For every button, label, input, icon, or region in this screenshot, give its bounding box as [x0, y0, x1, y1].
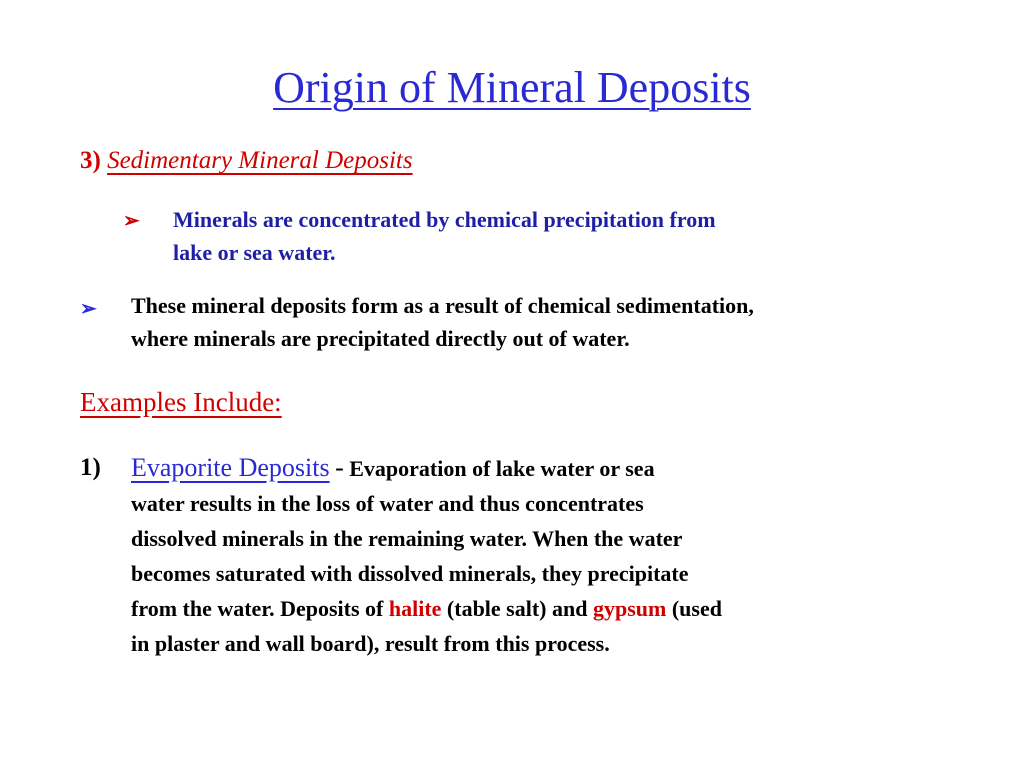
page-title: Origin of Mineral Deposits	[273, 63, 751, 112]
bullet-line: where minerals are precipitated directly out of water.	[131, 326, 630, 351]
example-text: (used	[671, 596, 722, 621]
example-item	[80, 450, 940, 661]
example-text: Evaporation of lake water or sea	[349, 456, 655, 481]
example-body	[131, 450, 940, 661]
example-line-1	[131, 450, 940, 486]
bullet-line: Minerals are concentrated by chemical precipitation from	[173, 207, 716, 232]
example-text: in plaster and wall board), result from this process	[131, 631, 605, 656]
bullet-line: lake or sea water.	[173, 240, 336, 265]
bullet-item-1	[123, 203, 903, 269]
example-term: Evaporite Deposits	[131, 453, 330, 482]
bullet-item-2	[80, 289, 980, 355]
example-line-3: dissolved minerals in the remaining water. When the water	[131, 526, 683, 551]
section-number: 3)	[80, 147, 101, 174]
examples-heading: Examples Include:	[80, 387, 282, 417]
gypsum-term: gypsum	[592, 596, 667, 621]
example-line-2: water results in the loss of water and thus concentrates	[131, 491, 644, 516]
arrow-bullet-icon: ➢	[123, 210, 140, 232]
example-line-5	[131, 591, 940, 626]
example-period: .	[604, 631, 610, 656]
bullet-line: These mineral deposits form as a result of chemical sedimentation,	[131, 293, 754, 318]
section-heading	[80, 147, 413, 175]
arrow-bullet-icon: ➢	[80, 298, 97, 320]
example-dash: -	[335, 453, 344, 482]
example-line-6	[131, 626, 940, 661]
halite-term: halite	[388, 596, 442, 621]
example-text: (table salt) and	[446, 596, 588, 621]
section-title: Sedimentary Mineral Deposits	[107, 147, 413, 174]
example-number: 1)	[80, 454, 101, 481]
example-line-4: becomes saturated with dissolved minerals, they precipitate	[131, 561, 689, 586]
example-text: from the water. Deposits of	[131, 596, 384, 621]
